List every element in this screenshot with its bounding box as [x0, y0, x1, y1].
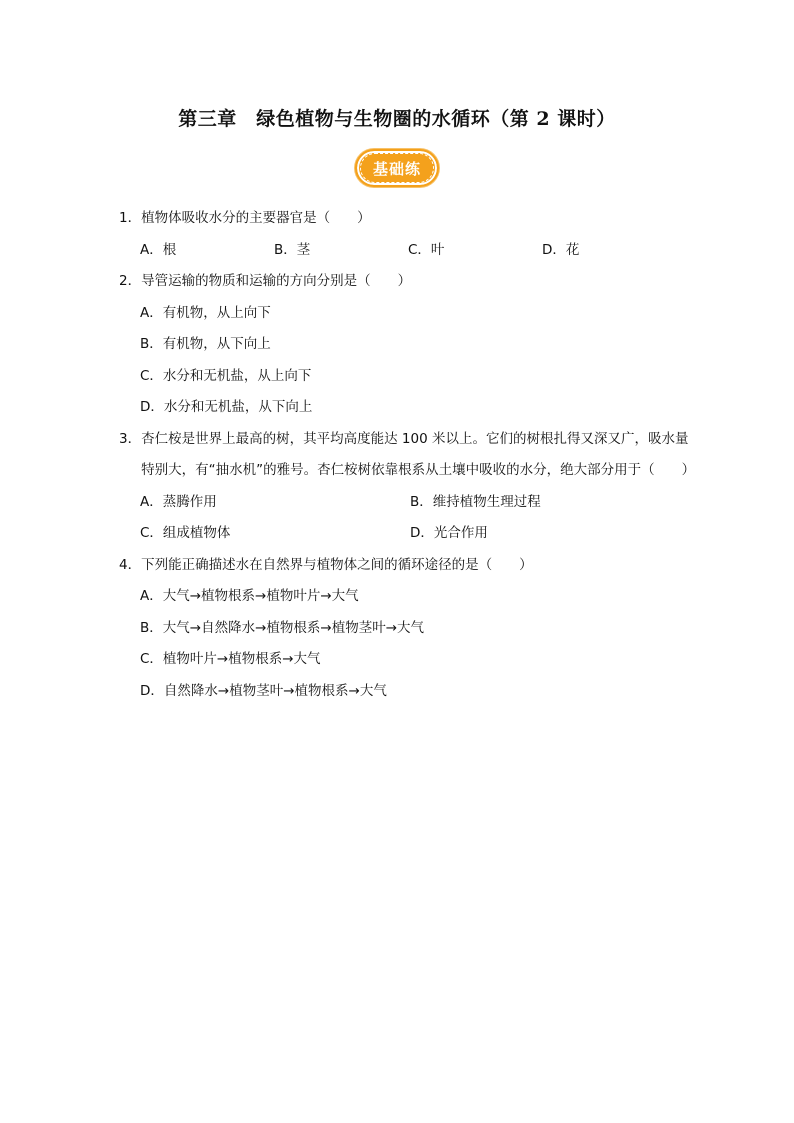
- option-list: [119, 581, 689, 707]
- option-b[interactable]: B．有机物，从下向上: [140, 336, 271, 352]
- question-number: 1．: [119, 210, 142, 226]
- option-a[interactable]: A．根: [140, 241, 177, 258]
- question-3: [119, 424, 696, 550]
- option-c[interactable]: C．植物叶片→植物根系→大气: [140, 651, 321, 667]
- question-4: [119, 550, 689, 708]
- option-list: [119, 298, 689, 424]
- question-text: 植物体吸收水分的主要器官是（ ）: [141, 210, 371, 226]
- option-a[interactable]: A．蒸腾作用: [140, 493, 217, 510]
- option-d[interactable]: D．自然降水→植物茎叶→植物根系→大气: [140, 682, 387, 699]
- question-stem: [119, 550, 689, 582]
- option-b[interactable]: B．大气→自然降水→植物根系→植物茎叶→大气: [140, 619, 425, 636]
- option-b[interactable]: B．茎: [274, 241, 311, 258]
- question-1: [119, 203, 689, 266]
- question-text: 杏仁桉是世界上最高的树，其平均高度能达 100 米以上。它们的树根扎得又深又广，吸水量特别大，有“抽水机”的雅号。杏仁桉树依靠根系从土壤中吸收的水分，绝大部分用于（ ）: [141, 430, 696, 478]
- option-d[interactable]: D．光合作用: [410, 525, 488, 541]
- question-text: 导管运输的物质和运输的方向分别是（ ）: [141, 273, 412, 289]
- option-a[interactable]: A．大气→植物根系→植物叶片→大气: [140, 588, 359, 604]
- section-badge-wrap: [0, 149, 794, 187]
- question-text: 下列能正确描述水在自然界与植物体之间的循环途径的是（ ）: [141, 556, 533, 573]
- option-c[interactable]: C．水分和无机盐，从上向下: [140, 367, 312, 384]
- question-number: 4．: [119, 556, 142, 573]
- option-list: [119, 235, 689, 267]
- option-b[interactable]: B．维持植物生理过程: [410, 493, 541, 510]
- section-badge-label: 基础练: [360, 153, 434, 183]
- question-2: [119, 266, 689, 424]
- option-c[interactable]: C．组成植物体: [140, 525, 231, 541]
- question-list: [119, 203, 696, 707]
- option-c[interactable]: C．叶: [408, 241, 445, 258]
- question-number: 2．: [119, 273, 142, 289]
- option-d[interactable]: D．水分和无机盐，从下向上: [140, 399, 313, 415]
- option-a[interactable]: A．有机物，从上向下: [140, 304, 271, 321]
- page-title: 第三章 绿色植物与生物圈的水循环（第 2 课时）: [178, 108, 616, 130]
- question-stem: [119, 266, 689, 298]
- option-list: [119, 487, 689, 550]
- section-badge: [355, 149, 439, 187]
- question-number: 3．: [119, 430, 142, 447]
- question-stem: [119, 203, 689, 235]
- option-d[interactable]: D．花: [542, 241, 580, 258]
- question-stem: [119, 424, 696, 487]
